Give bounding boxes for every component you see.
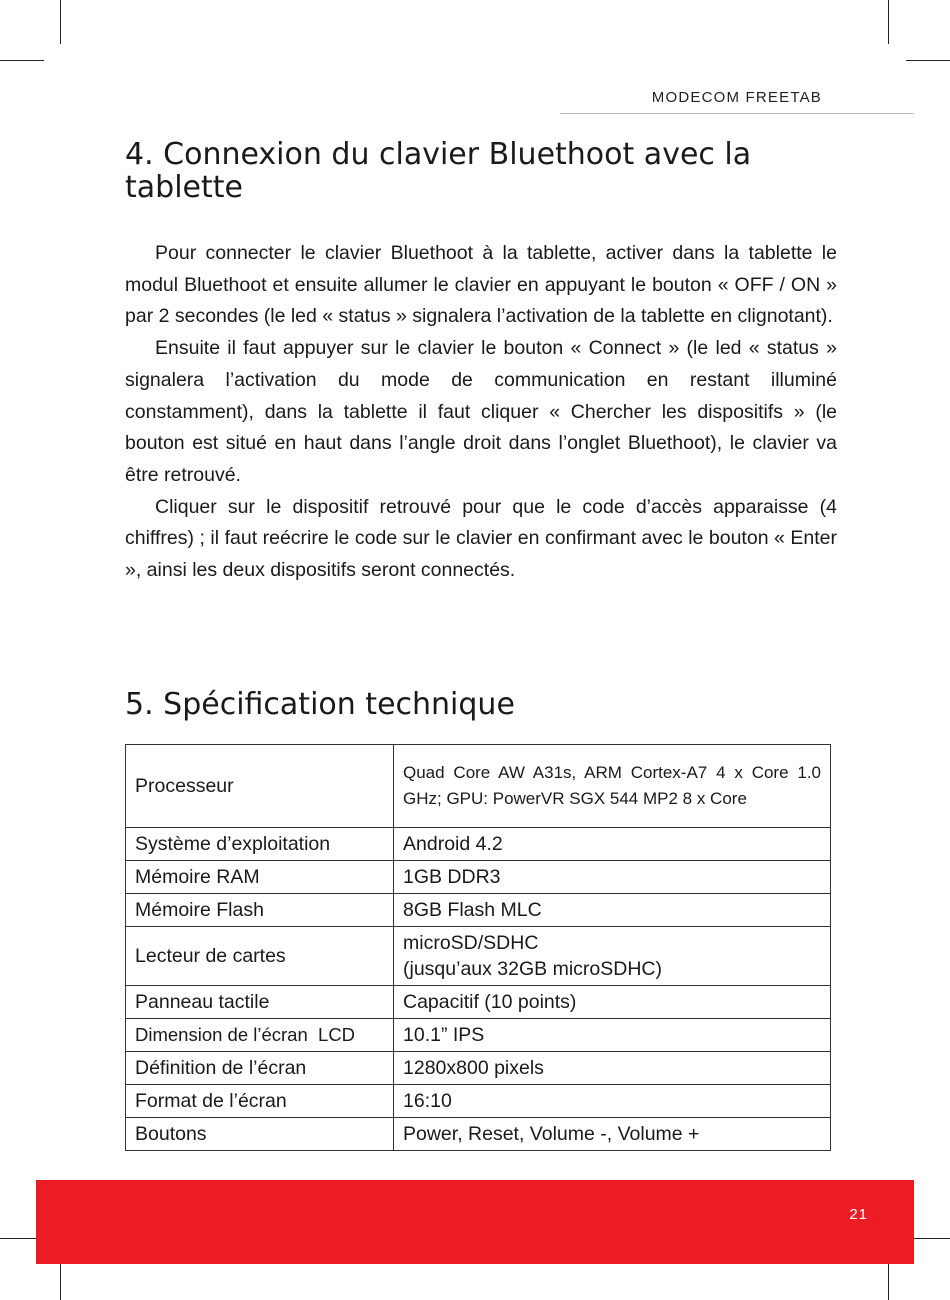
table-row — [126, 745, 831, 828]
spec-value: 10.1” IPS — [394, 1019, 831, 1052]
crop-mark — [888, 0, 889, 44]
spec-value-line: microSD/SDHC — [403, 932, 539, 954]
spec-value: 1280x800 pixels — [394, 1052, 831, 1085]
header-brand: MODECOM FREETAB — [651, 89, 822, 106]
table-row — [126, 1085, 831, 1118]
spec-value: Quad Core AW A31s, ARM Cortex-A7 4 x Core 1.0 GHz; GPU: PowerVR SGX 544 MP2 8 x Core — [394, 745, 831, 828]
spec-label: Dimension de l’écran LCD — [126, 1019, 394, 1052]
table-row — [126, 894, 831, 927]
header-divider — [560, 113, 914, 114]
crop-mark — [906, 60, 950, 61]
section-5-title: 5. Spécification technique — [125, 687, 515, 722]
table-row — [126, 828, 831, 861]
table-row — [126, 1118, 831, 1151]
spec-value-line: (jusqu’aux 32GB microSDHC) — [403, 958, 662, 980]
paragraph: Pour connecter le clavier Bluethoot à la tablette, activer dans la tablette le modul Bluethoot et ensuite allumer le clavier en appuyant le bouton « OFF / ON » par 2 secondes (le led « status » signalera l’activation de la tablette en clignotant). — [125, 242, 837, 328]
table-row — [126, 927, 831, 986]
spec-label: Boutons — [126, 1118, 394, 1151]
paragraph: Cliquer sur le dispositif retrouvé pour que le code d’accès apparaisse (4 chiffres) ; il faut reécrire le code sur le clavier en confirmant avec le bouton « Enter », ainsi les deux dispositifs seront connectés. — [125, 495, 837, 582]
spec-label: Processeur — [126, 745, 394, 828]
spec-label: Lecteur de cartes — [126, 927, 394, 986]
spec-value: Power, Reset, Volume -, Volume + — [394, 1118, 831, 1151]
table-row — [126, 1052, 831, 1085]
spec-label: Panneau tactile — [126, 986, 394, 1019]
crop-mark — [60, 0, 61, 44]
paragraph: Ensuite il faut appuyer sur le clavier le bouton « Connect » (le led « status » signalera l’activation du mode de communication en restant illuminé constamment), dans la tablette il faut cliquer « Chercher les dispositifs » (le bouton est situé en haut dans l’angle droit dans l’onglet Bluethoot), le clavier va être retrouvé. — [125, 337, 837, 486]
section-4-body — [125, 238, 837, 587]
spec-label: Mémoire RAM — [126, 861, 394, 894]
table-row — [126, 986, 831, 1019]
footer-band — [36, 1180, 914, 1264]
spec-label: Mémoire Flash — [126, 894, 394, 927]
table-row — [126, 1019, 831, 1052]
spec-value: Android 4.2 — [394, 828, 831, 861]
spec-label: Format de l’écran — [126, 1085, 394, 1118]
page-number: 21 — [849, 1206, 868, 1223]
spec-value: 1GB DDR3 — [394, 861, 831, 894]
spec-value: Capacitif (10 points) — [394, 986, 831, 1019]
spec-value: 8GB Flash MLC — [394, 894, 831, 927]
spec-label: Système d’exploitation — [126, 828, 394, 861]
spec-label: Définition de l’écran — [126, 1052, 394, 1085]
spec-value: 16:10 — [394, 1085, 831, 1118]
crop-mark — [0, 60, 44, 61]
spec-table — [125, 744, 831, 1151]
section-4-title: 4. Connexion du clavier Bluethoot avec la tablette — [125, 137, 752, 205]
table-row — [126, 861, 831, 894]
spec-value — [394, 927, 831, 986]
